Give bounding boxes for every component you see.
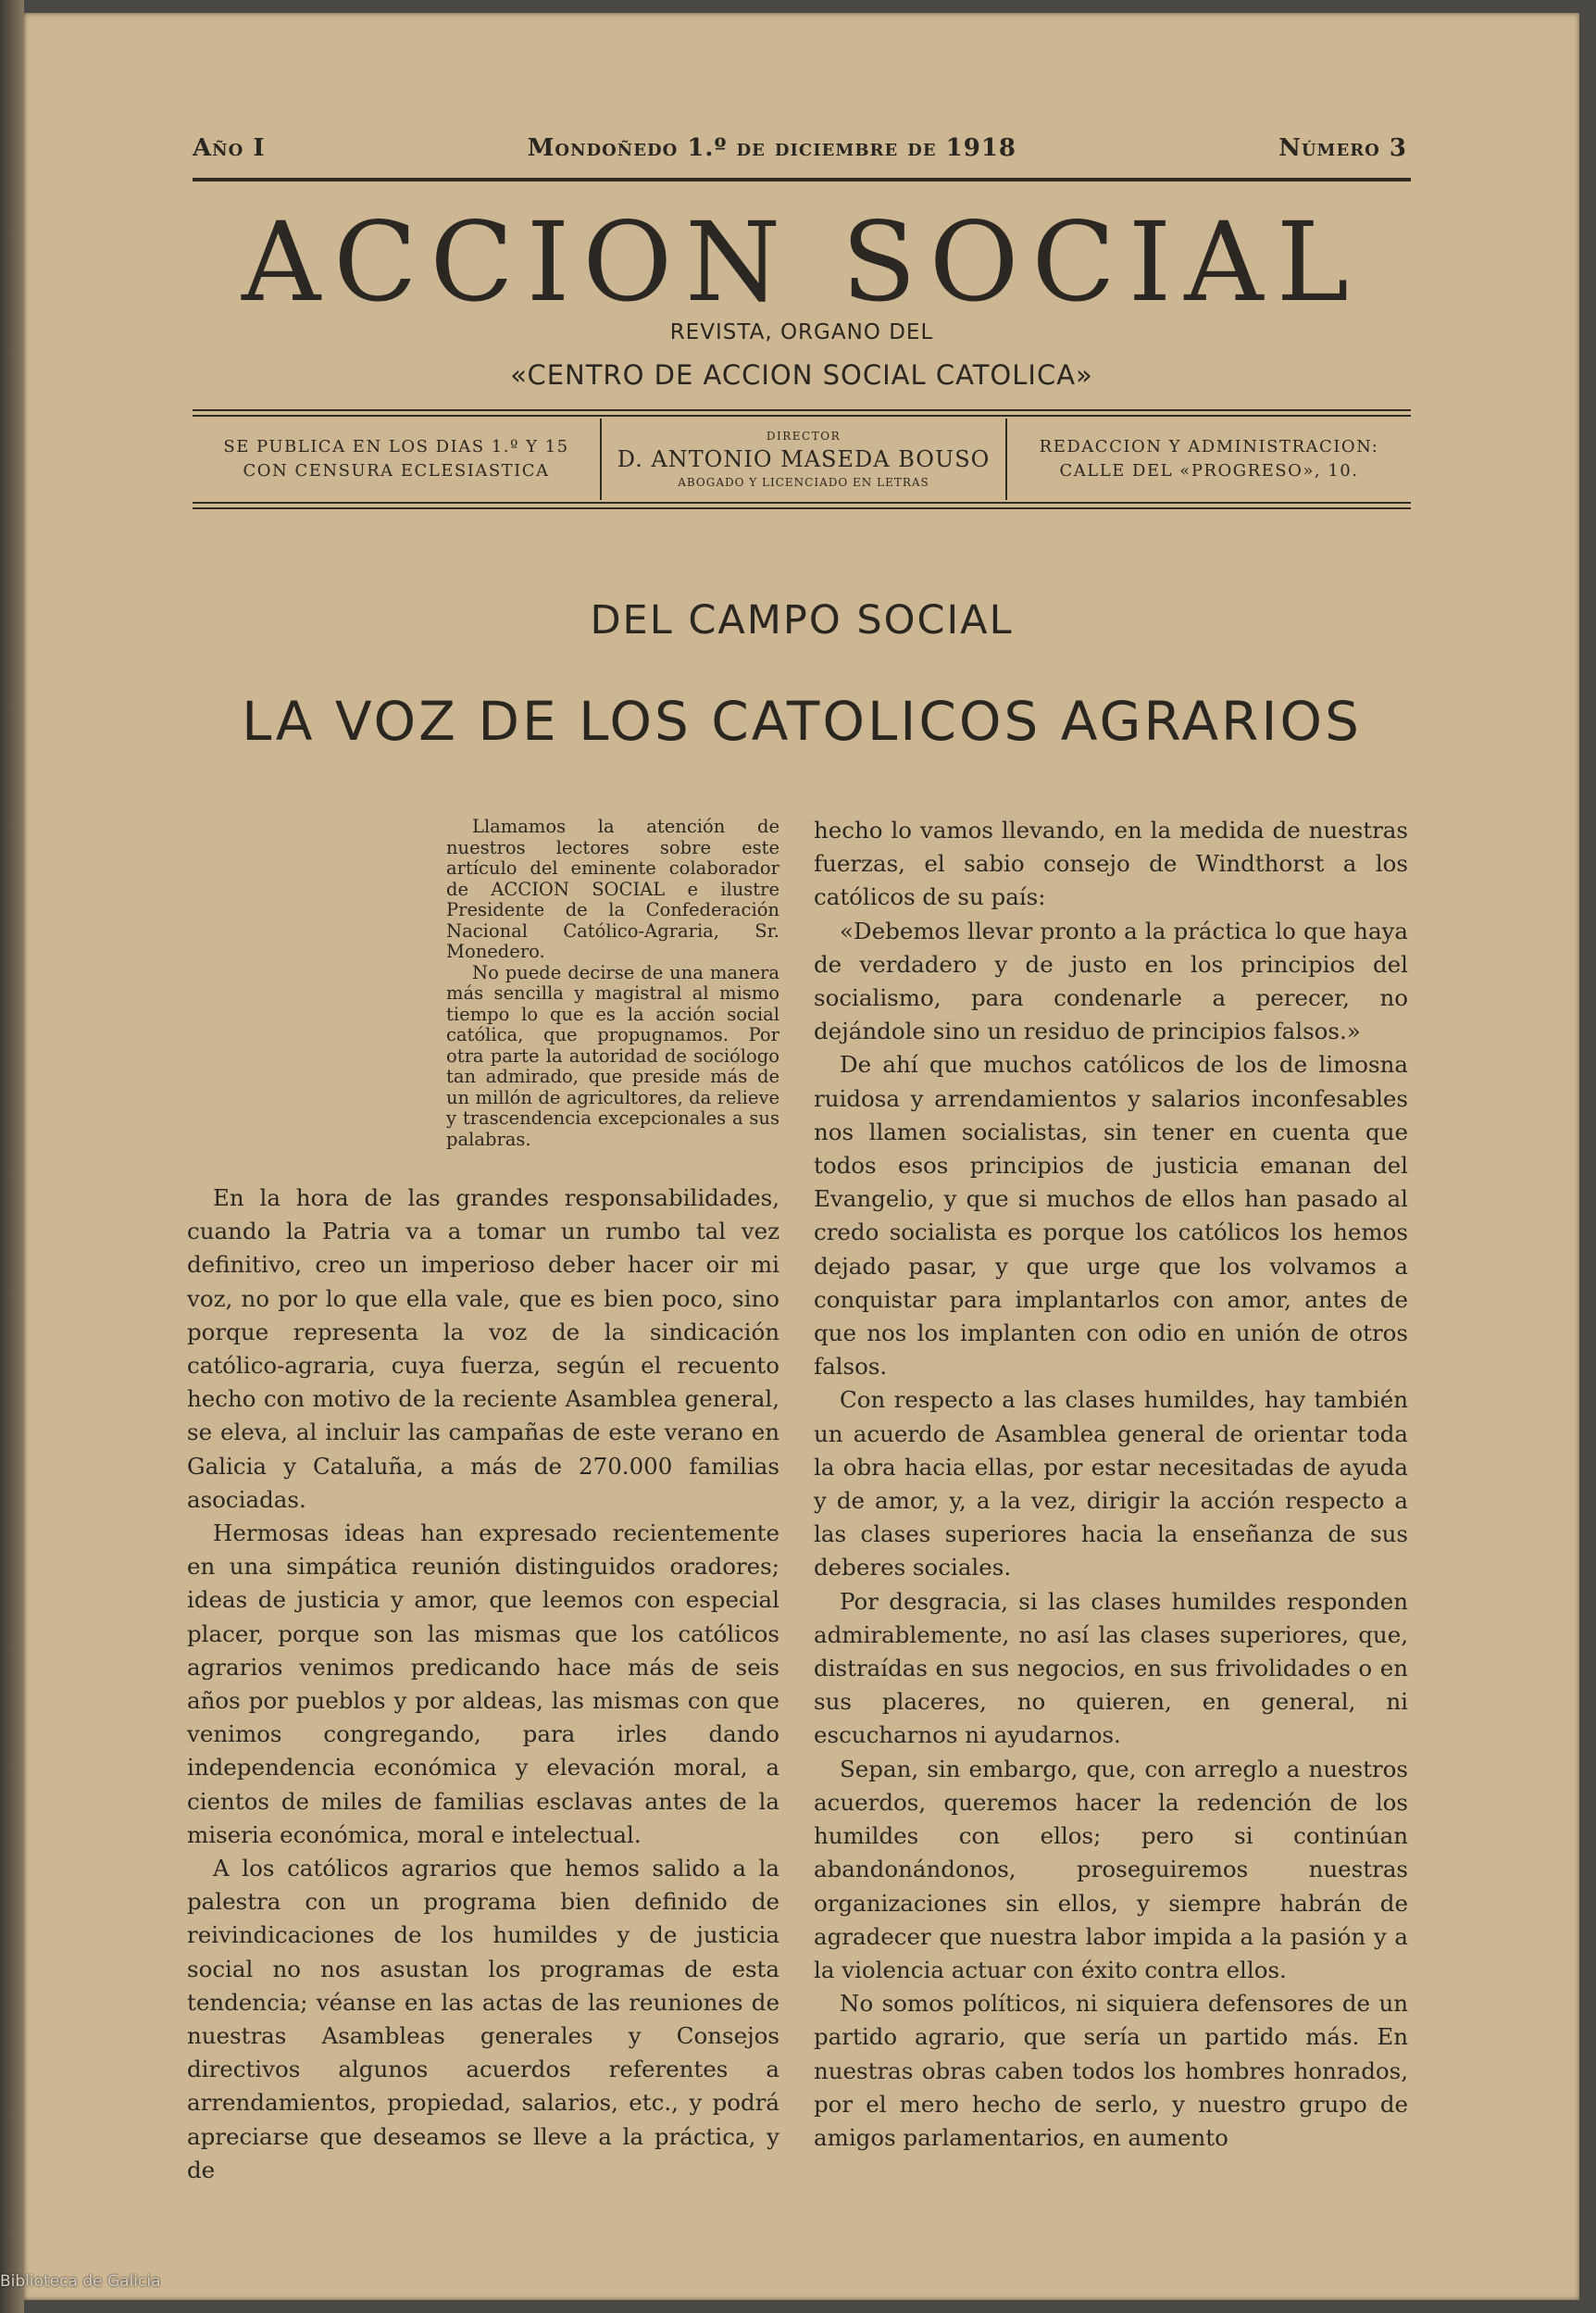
issue-number: Número 3 [1278,134,1407,162]
masthead-infobox [193,419,1411,500]
article-column-left [187,1182,779,2187]
library-watermark: Biblioteca de Galicia [0,2272,161,2291]
administration-address: CALLE DEL «PROGRESO», 10. [1059,461,1359,481]
infobox-top-rule [193,409,1411,411]
administration-info [1007,435,1411,483]
publication-schedule: SE PUBLICA EN LOS DIAS 1.º Y 15 [223,437,569,456]
article-paragraph: De ahí que muchos católicos de los de limosna ruidosa y arrendamientos y salarios inconfesables nos llamen socialistas, sin tener en cuenta que todos esos principios de justicia emanan del Evangelio, y que si muchos de ellos han pasado al credo socialista es porque los católicos los hemos dejado pasar, y que urge que los volvamos a conquistar para implantarlos con amor, antes de que nos los implanten con odio en unión de otros falsos. [814,1051,1408,1381]
issue-header [193,134,1407,162]
editorial-intro [446,817,779,1150]
header-rule [193,178,1411,181]
article-paragraph: Hermosas ideas han expresado recientemente en una simpática reunión distinguidos oradores; ideas de justicia y amor, que leemos con especial placer, porque son las mismas que los católicos agrarios venimos predicando hace más de seis años por pueblos y por aldeas, las mismas con que venimos congregando, para irles dando independencia económica y elevación moral, a cientos de miles de familias esclavas antes de la miseria económica, moral e intelectual. [187,1519,779,1848]
director-name: D. ANTONIO MASEDA BOUSO [617,446,991,472]
article-paragraph: «Debemos llevar pronto a la práctica lo que haya de verdadero y de justo en los principios del socialismo, para condenarle a perecer, no dejándole sino un residuo de principios falsos.» [814,917,1408,1045]
infobox-bottom-rule [193,502,1411,504]
book-binding [0,0,24,2313]
infobox-top-rule-2 [193,415,1411,417]
director-label: DIRECTOR [766,430,842,443]
director-info [600,419,1007,500]
masthead-organization: «CENTRO DE ACCION SOCIAL CATOLICA» [510,359,1093,391]
intro-paragraph: No puede decirse de una manera más sencilla y magistral al mismo tiempo lo que es la acción social católica, que propugnamos. Por otra parte la autoridad de sociólogo tan admirado, que preside más de un millón de agricultores, da relieve y trascendencia excepcionales a sus palabras. [446,961,779,1150]
issue-year: Año I [193,134,266,162]
article-paragraph: hecho lo vamos llevando, en la medida de nuestras fuerzas, el sabio consejo de Windthorst a los católicos de su país: [814,817,1408,911]
article-paragraph: No somos políticos, ni siquiera defensores de un partido agrario, que sería un partido más. En nuestras obras caben todos los hombres honrados, por el mero hecho de serlo, y nuestro grupo de amigos parlamentarios, en aumento [814,1990,1408,2151]
director-title: ABOGADO Y LICENCIADO EN LETRAS [678,476,929,489]
administration-label: REDACCION Y ADMINISTRACION: [1039,437,1379,456]
masthead-title: ACCION SOCIAL [242,198,1362,326]
issue-dateline: Mondoñedo 1.º de diciembre de 1918 [527,134,1017,162]
intro-paragraph: Llamamos la atención de nuestros lectores sobre este artículo del eminente colaborador de ACCION SOCIAL e ilustre Presidente de la Confederación Nacional Católico-Agraria, Sr. Monedero. [446,816,779,962]
article-paragraph: Por desgracia, si las clases humildes responden admirablemente, no así las clases superiores, que, distraídas en sus negocios, en sus frivolidades o en sus placeres, no quieren, en general, ni escucharnos ni ayudarnos. [814,1587,1408,1749]
publication-info [193,435,600,483]
section-title: DEL CAMPO SOCIAL [590,597,1014,644]
article-paragraph: Sepan, sin embargo, que, con arreglo a nuestros acuerdos, queremos hacer la redención de los humildes con ellos; pero si continúan abandonándonos, proseguiremos nuestras organizaciones sin ellos, y siempre habrán de agradecer que nuestra labor impida a la pasión y a la violencia actuar con éxito contra ellos. [814,1755,1408,1983]
publication-censure: CON CENSURA ECLESIASTICA [243,461,550,481]
article-paragraph: A los católicos agrarios que hemos salido a la palestra con un programa bien definido de reivindicaciones de los humildes y de justicia social no nos asustan los programas de esta tendencia; véanse en las actas de las reuniones de nuestras Asambleas generales y Consejos directivos algunos acuerdos referentes a arrendamientos, propiedad, salarios, etc., y podrá apreciarse que deseamos se lleve a la práctica, y de [187,1855,779,2183]
article-title: LA VOZ DE LOS CATOLICOS AGRARIOS [242,690,1362,753]
article-paragraph: En la hora de las grandes responsabilidades, cuando la Patria va a tomar un rumbo tal vez definitivo, creo un imperioso deber hacer oir mi voz, no por lo que ella vale, que es bien poco, sino porque representa la voz de la sindicación católico-agraria, cuya fuerza, según el recuento hecho con motivo de la reciente Asamblea general, se eleva, al incluir las campañas de este verano en Galicia y Cataluña, a más de 270.000 familias asociadas. [187,1184,779,1513]
article-paragraph: Con respecto a las clases humildes, hay también un acuerdo de Asamblea general de orientar toda la obra hacia ellas, por estar necesitadas de ayuda y de amor, y, a la vez, dirigir la acción respecto a las clases superiores hacia la enseñanza de sus deberes sociales. [814,1386,1408,1582]
infobox-bottom-rule-2 [193,507,1411,509]
masthead-subtitle: REVISTA, ORGANO DEL [669,320,934,344]
article-column-right [814,814,1408,2155]
